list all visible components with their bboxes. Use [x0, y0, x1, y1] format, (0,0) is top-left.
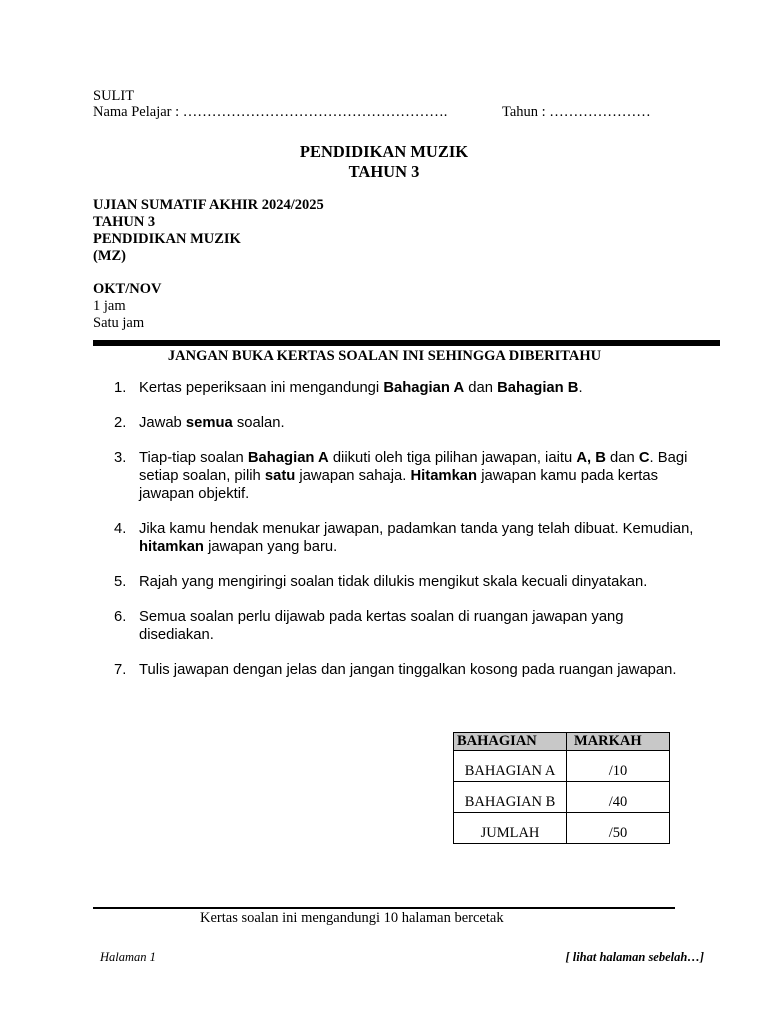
student-year-field: Tahun : ………………… — [502, 104, 651, 120]
classification-label: SULIT — [93, 88, 135, 104]
section-label: JUMLAH — [480, 825, 540, 841]
time-info-block — [93, 281, 161, 332]
section-label: BAHAGIAN A — [464, 763, 556, 779]
table-row — [454, 751, 670, 782]
exam-code: (MZ) — [93, 248, 127, 264]
instruction-item — [114, 379, 694, 397]
table-row — [454, 782, 670, 813]
exam-duration: 1 jam — [93, 298, 126, 314]
instruction-text — [139, 380, 583, 396]
exam-subject: PENDIDIKAN MUZIK — [93, 231, 241, 247]
instruction-item — [114, 449, 694, 503]
exam-session: OKT/NOV — [93, 281, 162, 297]
instruction-emphasis: satu — [264, 468, 296, 484]
instruction-number: 2. — [114, 415, 127, 431]
instruction-segment: Jika kamu hendak menukar jawapan, padamkan tanda yang telah dibuat. Kemudian, — [139, 521, 694, 537]
exam-name: UJIAN SUMATIF AKHIR 2024/2025 — [93, 197, 324, 213]
marks-value: /40 — [608, 794, 628, 810]
page-count-note: Kertas soalan ini mengandungi 10 halaman bercetak — [200, 910, 504, 926]
warning-notice: JANGAN BUKA KERTAS SOALAN INI SEHINGGA DIBERITAHU — [167, 348, 602, 364]
instruction-segment: jawapan yang baru. — [203, 539, 338, 555]
instruction-segment: jawapan kamu pada kertas jawapan objektif. — [139, 468, 659, 502]
marks-table-section-cell — [454, 782, 567, 813]
exam-year: TAHUN 3 — [93, 214, 156, 230]
instruction-segment: Tulis jawapan dengan jelas dan jangan tinggalkan kosong pada ruangan jawapan. — [139, 662, 677, 678]
instructions-list — [114, 379, 694, 696]
instruction-emphasis: A, B — [576, 450, 606, 466]
instruction-emphasis: Bahagian A — [247, 450, 329, 466]
bottom-divider — [93, 907, 675, 909]
instruction-segment: Rajah yang mengiringi soalan tidak dilukis mengikut skala kecuali dinyatakan. — [139, 574, 648, 590]
instruction-item — [114, 414, 694, 432]
marks-table-marks-cell — [567, 813, 670, 844]
instruction-text — [139, 450, 687, 502]
instruction-segment: . Bagi setiap soalan, pilih — [139, 450, 688, 484]
instruction-emphasis: C — [638, 450, 650, 466]
instruction-number: 4. — [114, 521, 127, 537]
instruction-text — [139, 574, 647, 590]
marks-value: /50 — [608, 825, 628, 841]
instruction-item — [114, 608, 694, 644]
instruction-segment: Tiap-tiap soalan — [139, 450, 248, 466]
instruction-emphasis: Bahagian A — [383, 380, 465, 396]
footer-next-page-hint: [ lihat halaman sebelah…] — [565, 950, 704, 964]
instruction-number: 5. — [114, 574, 127, 590]
footer-page-label: Halaman 1 — [100, 950, 156, 964]
marks-table-header-marks: MARKAH — [567, 733, 670, 751]
instruction-segment: dan — [605, 450, 639, 466]
instruction-item — [114, 573, 694, 591]
instruction-number: 7. — [114, 662, 127, 678]
table-row — [454, 813, 670, 844]
thick-divider — [93, 340, 720, 346]
instruction-segment: dan — [464, 380, 498, 396]
exam-duration-words: Satu jam — [93, 315, 145, 331]
instruction-segment: jawapan sahaja. — [295, 468, 411, 484]
instruction-segment: Kertas peperiksaan ini mengandungi — [139, 380, 384, 396]
instruction-text — [139, 609, 624, 643]
instruction-number: 1. — [114, 380, 127, 396]
instruction-number: 6. — [114, 609, 127, 625]
exam-info-block — [93, 197, 324, 265]
marks-table-section-cell — [454, 751, 567, 782]
instruction-segment: . — [578, 380, 583, 396]
instruction-text — [139, 415, 285, 431]
instruction-item — [114, 661, 694, 679]
marks-value: /10 — [608, 763, 628, 779]
subject-year-title: TAHUN 3 — [348, 162, 420, 181]
instruction-emphasis: Bahagian B — [497, 380, 579, 396]
instruction-segment: diikuti oleh tiga pilihan jawapan, iaitu — [328, 450, 577, 466]
instruction-segment: soalan. — [232, 415, 285, 431]
subject-title: PENDIDIKAN MUZIK — [299, 142, 469, 161]
instruction-number: 3. — [114, 450, 127, 466]
instruction-text — [139, 521, 693, 555]
marks-table-header-row — [454, 733, 670, 751]
instruction-text — [139, 662, 676, 678]
instruction-emphasis: hitamkan — [139, 539, 204, 555]
marks-table — [453, 732, 670, 844]
instruction-emphasis: semua — [185, 415, 233, 431]
instruction-segment: Jawab — [139, 415, 186, 431]
student-name-field: Nama Pelajar : ………………………………………………. — [93, 104, 448, 120]
section-label: BAHAGIAN B — [464, 794, 556, 810]
instruction-emphasis: Hitamkan — [410, 468, 478, 484]
instruction-item — [114, 520, 694, 556]
instruction-segment: Semua soalan perlu dijawab pada kertas soalan di ruangan jawapan yang disediakan. — [139, 609, 624, 643]
marks-table-marks-cell — [567, 751, 670, 782]
marks-table-header-section: BAHAGIAN — [454, 733, 567, 751]
marks-table-section-cell — [454, 813, 567, 844]
marks-table-marks-cell — [567, 782, 670, 813]
